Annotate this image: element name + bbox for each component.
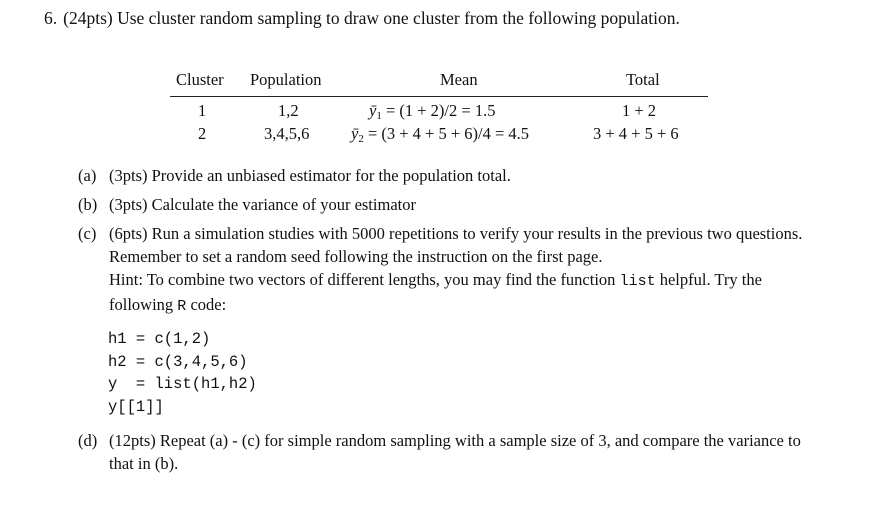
hint-function-name: list: [619, 273, 656, 290]
row2-mean: [351, 124, 529, 145]
part-c-label: (c): [78, 224, 97, 243]
row2-mean-subscript: 2: [358, 133, 364, 145]
row1-mean-symbol: ȳ: [369, 101, 377, 120]
row1-mean: [369, 101, 495, 122]
row1-total: 1 + 2: [622, 101, 657, 120]
part-c-reps: 5000: [351, 224, 385, 243]
hint-text-2: helpful. Try the following: [109, 270, 762, 314]
code-line: h2 = c(3,4,5,6): [108, 352, 248, 371]
code-line: h1 = c(1,2): [108, 330, 211, 348]
question-text: (24pts) Use cluster random sampling to draw one cluster from the following population.: [63, 8, 680, 28]
code-line: y[[1]]: [108, 397, 164, 416]
part-c-text-2: repetitions to verify your results in the previous two questions. Remember to set a random seed following the instruction on the first page.: [109, 224, 803, 266]
part-a-text: (3pts) Provide an unbiased estimator for the population total.: [109, 166, 511, 185]
header-cluster: Cluster: [176, 70, 224, 89]
part-b-label: (b): [78, 195, 98, 214]
header-total: Total: [626, 70, 660, 89]
part-c-hint: [109, 268, 809, 318]
row2-mean-expression: = (3 + 4 + 5 + 6)/4 = 4.5: [363, 124, 530, 143]
row2-total: 3 + 4 + 5 + 6: [593, 124, 679, 143]
part-d-label: (d): [78, 431, 98, 450]
row2-mean-symbol: ȳ: [351, 124, 359, 143]
code-line: y = list(h1,h2): [108, 375, 257, 393]
part-c-text: [109, 222, 809, 318]
part-b-text: (3pts) Calculate the variance of your estimator: [109, 195, 416, 214]
header-mean: Mean: [440, 70, 478, 89]
part-c-text-1: (6pts) Run a simulation studies with: [109, 224, 352, 243]
row2-population: 3,4,5,6: [264, 124, 310, 143]
part-c-instruction: [109, 222, 809, 268]
question-heading: [44, 8, 680, 29]
hint-language: R: [177, 298, 187, 315]
header-rule: [170, 96, 708, 97]
row1-cluster: 1: [198, 101, 207, 120]
question-number: 6.: [44, 8, 58, 28]
part-d-text: (12pts) Repeat (a) - (c) for simple random sampling with a sample size of 3, and compare the variance to that in (b).: [109, 431, 801, 473]
row2-cluster: 2: [198, 124, 207, 143]
row1-mean-subscript: 1: [376, 110, 382, 122]
r-code-block: [108, 328, 257, 418]
hint-text-1: Hint: To combine two vectors of different lengths, you may find the function: [109, 270, 620, 289]
row1-population: 1,2: [278, 101, 299, 120]
part-a-label: (a): [78, 166, 97, 185]
hint-text-3: code:: [186, 295, 227, 314]
row1-mean-expression: = (1 + 2)/2 = 1.5: [381, 101, 496, 120]
header-population: Population: [250, 70, 322, 89]
